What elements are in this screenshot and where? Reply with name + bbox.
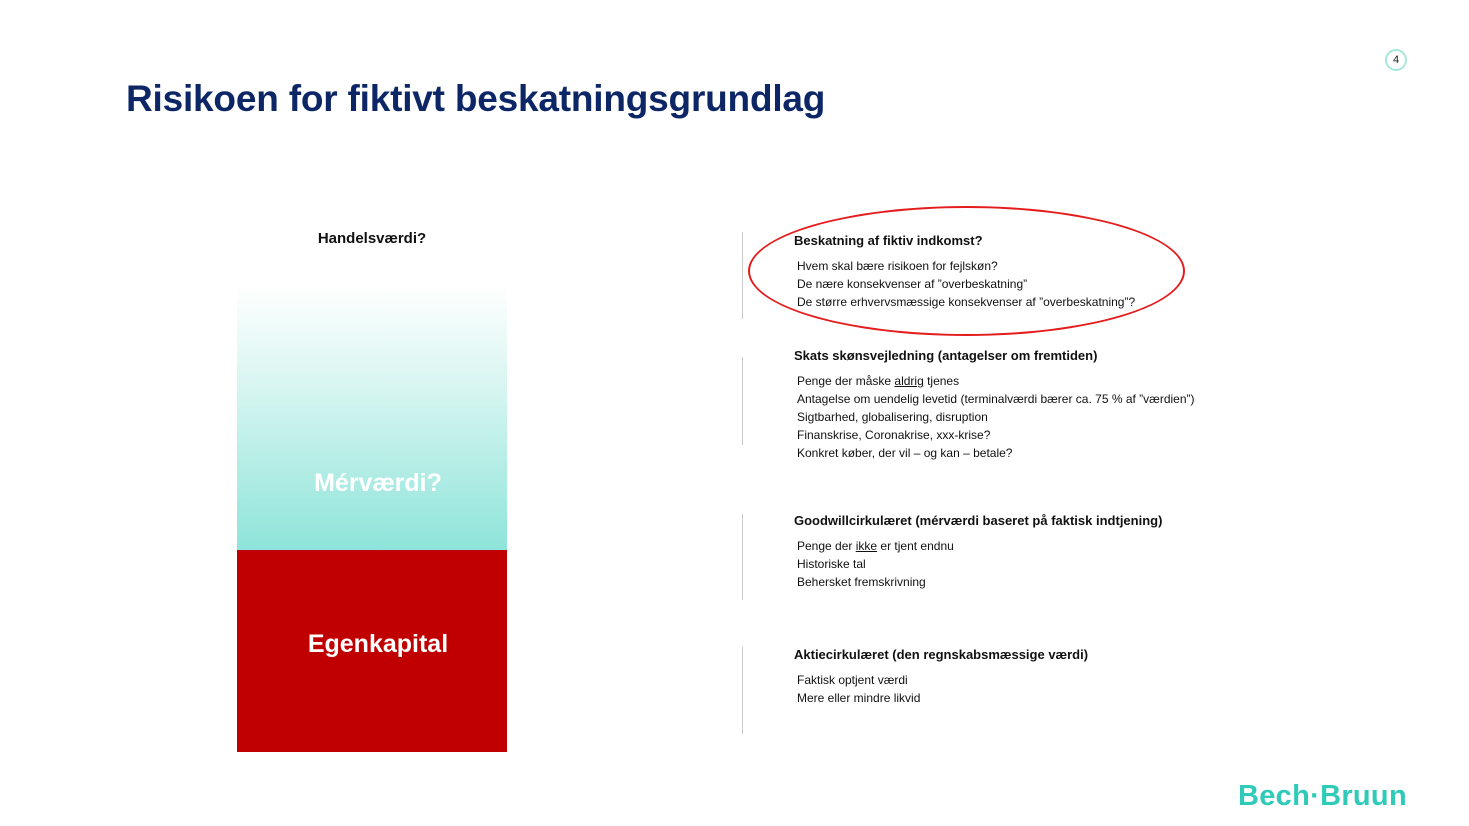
- section-divider-3: [742, 514, 743, 600]
- list-item: De større erhvervsmæssige konsekvenser af ”overbeskatning”?: [797, 295, 1136, 309]
- section-title: Skats skønsvejledning (antagelser om fremtiden): [794, 348, 1098, 363]
- page-number-badge: [1385, 49, 1407, 71]
- list-item: Historiske tal: [797, 557, 866, 571]
- section-divider-4: [742, 647, 743, 734]
- section-skoensvejledning: [794, 348, 1195, 462]
- merverdi-label: Mérværdi?: [314, 468, 442, 497]
- underlined-word: ikke: [855, 539, 878, 553]
- section-title: Goodwillcirkulæret (mérværdi baseret på faktisk indtjening): [794, 513, 1163, 528]
- list-item: Finanskrise, Coronakrise, xxx-krise?: [797, 428, 991, 442]
- page-number: 4: [1392, 54, 1400, 66]
- highlight-ellipse: [748, 206, 1185, 336]
- section-divider-2: [742, 357, 743, 445]
- section-aktiecirkulaeret: [794, 647, 1088, 707]
- handelsvaerdi-heading: Handelsværdi?: [317, 230, 427, 247]
- list-item: Behersket fremskrivning: [797, 575, 926, 589]
- list-item: Sigtbarhed, globalisering, disruption: [797, 410, 988, 424]
- underlined-word: aldrig: [894, 374, 924, 388]
- section-items: [794, 671, 1088, 707]
- egenkapital-bar: [237, 550, 507, 752]
- section-title: Aktiecirkulæret (den regnskabsmæssige værdi): [794, 647, 1089, 662]
- section-divider-1: [742, 232, 743, 319]
- list-item: Mere eller mindre likvid: [797, 691, 921, 705]
- list-item: Hvem skal bære risikoen for fejlskøn?: [797, 259, 998, 273]
- bech-bruun-logo: Bech·Bruun: [1238, 780, 1407, 812]
- section-items: [794, 537, 1162, 591]
- list-item: De nære konsekvenser af ”overbeskatning”: [797, 277, 1028, 291]
- egenkapital-label: Egenkapital: [307, 630, 449, 658]
- logo-separator: ·: [1310, 780, 1321, 812]
- slide-title: Risikoen for fiktivt beskatningsgrundlag: [126, 78, 826, 119]
- section-goodwillcirkulaeret: [794, 513, 1162, 591]
- list-item: Penge der ikke er tjent endnu: [797, 539, 954, 553]
- list-item: Faktisk optjent værdi: [797, 673, 908, 687]
- list-item: Konkret køber, der vil – og kan – betale?: [797, 446, 1013, 460]
- merverdi-bar: [237, 284, 507, 550]
- list-item: Antagelse om uendelig levetid (terminalværdi bærer ca. 75 % af ”værdien”): [797, 392, 1195, 406]
- section-items: [794, 372, 1195, 462]
- section-title: Beskatning af fiktiv indkomst?: [794, 233, 983, 248]
- list-item: Penge der måske aldrig tjenes: [797, 374, 960, 388]
